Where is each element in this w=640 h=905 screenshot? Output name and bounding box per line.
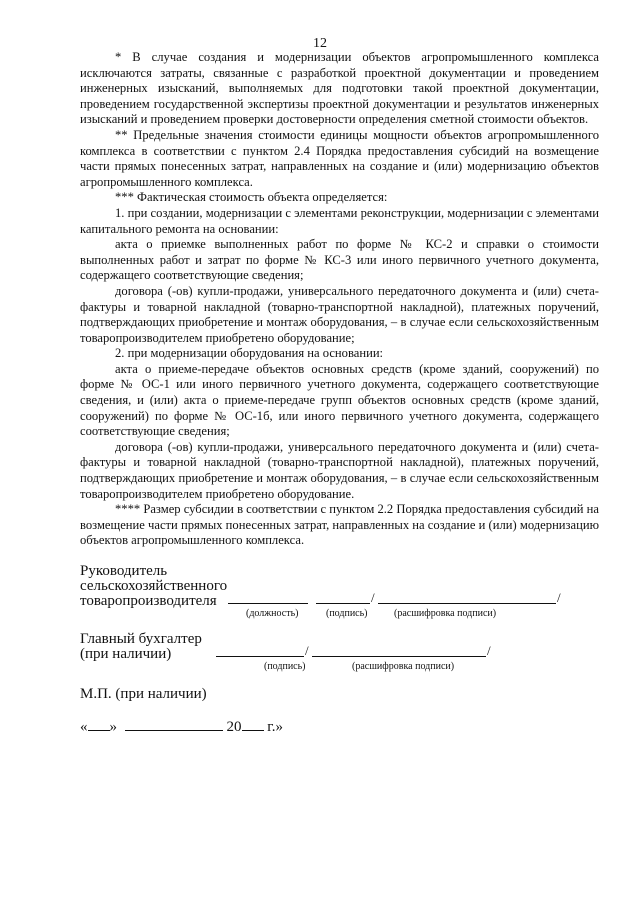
slash-divider: / xyxy=(487,643,491,658)
footnote-3-item-2: 2. при модернизации оборудования на основании: xyxy=(115,346,384,361)
slash-divider: / xyxy=(371,590,375,605)
day-blank[interactable] xyxy=(88,730,110,731)
date-quote-close: » xyxy=(109,719,117,735)
decode-line[interactable] xyxy=(378,603,556,604)
head-label-line2: сельскохозяйственного xyxy=(80,578,228,594)
stamp-label: М.П. (при наличии) xyxy=(80,686,207,702)
accountant-signature-caption: (подпись) xyxy=(264,661,306,672)
year-prefix: 20 xyxy=(226,719,242,735)
footnote-3-item-1: 1. при создании, модернизации с элементами реконструкции, модернизации с элементами капитального ремонта на основании: xyxy=(80,205,599,236)
footnote-4: **** Размер субсидии в соответствии с пунктом 2.2 Порядка предоставления субсидий на возмещение части прямых понесенных затрат, направленных на создание и (или) модернизацию объектов агропромышленного комплекса. xyxy=(80,502,599,548)
head-label-line3: товаропроизводителя xyxy=(80,593,217,609)
date-row xyxy=(80,720,283,736)
accountant-decode-line[interactable] xyxy=(312,656,486,657)
document-body xyxy=(80,50,599,549)
year-blank[interactable] xyxy=(242,730,264,731)
date-quote-open: « xyxy=(80,719,88,735)
accountant-signature-line[interactable] xyxy=(216,656,304,657)
signature-caption: (подпись) xyxy=(326,608,368,619)
year-suffix: г.» xyxy=(267,719,283,735)
footnote-3-item-1-act: акта о приемке выполненных работ по форме № КС-2 и справки о стоимости выполненных работ и затрат по форме № КС-3 или иного первичного учетного документа, содержащего соответствующие сведения; xyxy=(80,237,599,283)
decode-caption: (расшифровка подписи) xyxy=(394,608,497,619)
head-label-line1: Руководитель xyxy=(80,563,168,579)
page-number: 12 xyxy=(313,36,327,51)
accountant-label-line1: Главный бухгалтер xyxy=(80,631,202,647)
accountant-decode-caption: (расшифровка подписи) xyxy=(352,661,455,672)
footnote-3-item-2-act: акта о приеме-передаче объектов основных средств (кроме зданий, сооружений) по форме № ОС-1 или иного первичного учетного документа, содержащего соответствующие сведения, и (или) акта о приеме-передаче групп объектов основных средств (кроме зданий, сооружений) по форме № ОС-1б, или иного первичного учетного документа, содержащего соответствующие сведения; xyxy=(80,361,599,439)
signature-line[interactable] xyxy=(316,603,370,604)
slash-divider: / xyxy=(557,590,561,605)
footnote-1: * В случае создания и модернизации объектов агропромышленного комплекса исключаются затраты, связанные с разработкой проектной документации и проведением инженерных изысканий, выполняемых для подготовки такой проектной документации, проведением государственной экспертизы проектной документации и результатов инженерных изысканий и проведением проверки достоверности определения сметной стоимости объектов. xyxy=(80,50,599,127)
footnote-2: ** Предельные значения стоимости единицы мощности объектов агропромышленного комплекса в соответствии с пунктом 2.4 Порядка предоставления субсидий на возмещение части прямых понесенных затрат, направленных на создание и (или) модернизацию объектов агропромышленного комплекса. xyxy=(80,127,599,189)
position-caption: (должность) xyxy=(246,608,299,619)
accountant-label-line2: (при наличии) xyxy=(80,646,172,662)
footnote-3-item-1-contract: договора (-ов) купли-продажи, универсального передаточного документа и (или) счета-фактуры и товарной накладной (товарно-транспортной накладной), платежных поручений, подтверждающих приобретение и монтаж оборудования, – в случае если сельскохозяйственным товаропроизводителем приобретено оборудование; xyxy=(80,283,599,345)
month-blank[interactable] xyxy=(125,730,223,731)
footnote-3-item-2-contract: договора (-ов) купли-продажи, универсального передаточного документа и (или) счета-фактуры и товарной накладной (товарно-транспортной накладной), платежных поручений, подтверждающих приобретение и монтаж оборудования, – в случае если сельскохозяйственным товаропроизводителем приобретено оборудование. xyxy=(80,439,599,501)
slash-divider: / xyxy=(305,643,309,658)
position-line[interactable] xyxy=(228,603,308,604)
footnote-3-heading: *** Фактическая стоимость объекта определяется: xyxy=(115,190,388,205)
